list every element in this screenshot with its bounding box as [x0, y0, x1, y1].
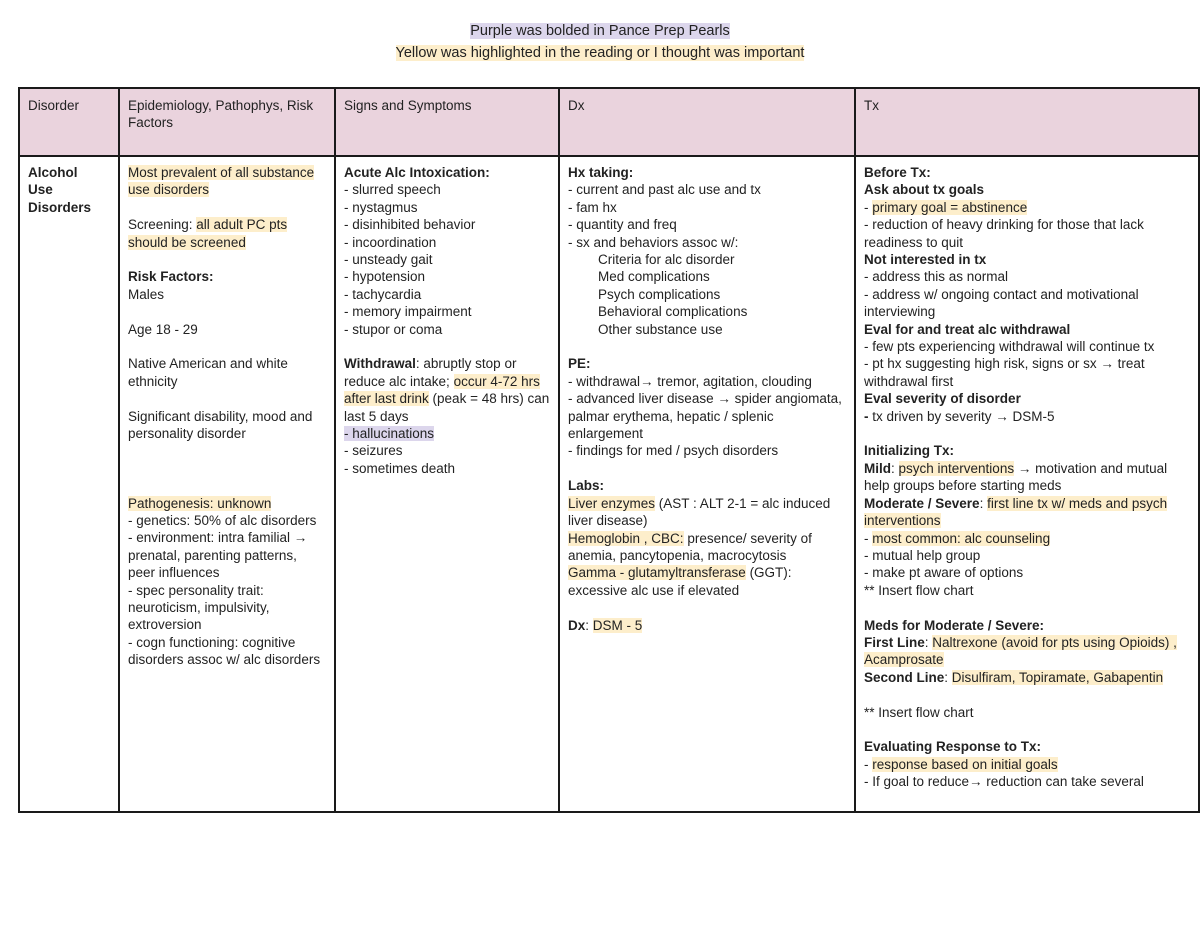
acute-item: - hypotension [344, 269, 426, 285]
death: - sometimes death [344, 460, 456, 476]
hx-item: - sx and behaviors assoc w/: [568, 234, 739, 250]
legend [0, 20, 1200, 64]
seizures: - seizures [344, 443, 403, 459]
header-row [19, 88, 1199, 156]
first-line [864, 634, 1190, 669]
ggt-highlight: Gamma - glutamyltransferase [568, 565, 746, 581]
signs-cell [335, 156, 559, 812]
first-line-colon: : [924, 634, 933, 650]
severity-dash: - [864, 408, 873, 424]
counsel-highlight: most common: alc counseling [872, 530, 1051, 546]
disorder-line-1: Alcohol [28, 165, 78, 180]
prevalence [128, 164, 326, 199]
acute-item: - nystagmus [344, 199, 418, 215]
acute-item: - disinhibited behavior [344, 217, 476, 233]
first-line-label: First Line [864, 634, 925, 650]
hx-item: - fam hx [568, 199, 617, 215]
severity-line [864, 408, 1190, 425]
lab-liver [568, 495, 846, 530]
pe-item: - findings for med / psych disorders [568, 443, 779, 459]
risk-ethnicity: Native American and white ethnicity [128, 356, 288, 389]
acute-item: - incoordination [344, 234, 437, 250]
lab-ggt [568, 564, 846, 599]
screening-highlight: all adult PC pts should be screened [128, 217, 288, 250]
counsel-dash: - [864, 530, 873, 546]
prevalence-text: Most prevalent of all substance use disorders [128, 165, 315, 198]
dx-criteria [568, 617, 846, 634]
flow-chart-note: ** Insert flow chart [864, 704, 974, 720]
mild-text: → motivation and mutual help groups before starting meds [864, 460, 1168, 494]
environment: - environment: intra familial → prenatal, parenting patterns, peer influences [128, 530, 308, 581]
personality: - spec personality trait: neuroticism, impulsivity, extroversion [128, 582, 270, 633]
modsev-colon: : [979, 495, 988, 511]
header-disorder: Disorder [19, 88, 119, 156]
liver-highlight: Liver enzymes [568, 495, 656, 511]
mutual-help: - mutual help group [864, 547, 981, 563]
epi-cell [119, 156, 335, 812]
mild-label: Mild [864, 460, 891, 476]
reduce-goal: - If goal to reduce→ reduction can take several [864, 774, 1144, 790]
address-normal: - address this as normal [864, 269, 1009, 285]
withdrawal-title: Withdrawal [344, 356, 416, 372]
dx-label: Dx [568, 617, 586, 633]
disorder-cell [19, 156, 119, 812]
acute-item: - slurred speech [344, 182, 441, 198]
hallucinations [344, 425, 550, 442]
yellow-legend-text: Yellow was highlighted in the reading or I thought was important [395, 45, 805, 61]
hgb-highlight: Hemoglobin , CBC: [568, 530, 684, 546]
hx-sub-item: Med complications [598, 269, 710, 285]
ggt-text: (GGT): excessive alc use if elevated [568, 565, 792, 598]
goal-highlight: primary goal = abstinence [872, 199, 1028, 215]
eval-withdrawal-title: Eval for and treat alc withdrawal [864, 321, 1071, 337]
acute-item: - unsteady gait [344, 252, 433, 268]
hx-sub-item: Behavioral complications [598, 304, 748, 320]
eval-response-title: Evaluating Response to Tx: [864, 739, 1042, 755]
ask-goals-title: Ask about tx goals [864, 182, 985, 198]
screening [128, 216, 326, 251]
risk-males: Males [128, 286, 165, 302]
reduction: - reduction of heavy drinking for those that lack readiness to quit [864, 217, 1144, 250]
response-dash: - [864, 756, 873, 772]
goal-dash: - [864, 199, 873, 215]
meds-title: Meds for Moderate / Severe: [864, 617, 1045, 633]
hgb-text: presence/ severity of anemia, pancytopenia, macrocytosis [568, 530, 812, 563]
dx-cell [559, 156, 855, 812]
notes-table [18, 87, 1200, 813]
legend-purple [0, 20, 1200, 42]
modsev-highlight: first line tx w/ meds and psych interventions [864, 495, 1168, 529]
dx-highlight: DSM - 5 [592, 617, 643, 633]
acute-title: Acute Alc Intoxication: [344, 165, 490, 180]
before-tx-title: Before Tx: [864, 165, 931, 180]
lab-hgb [568, 530, 846, 565]
init-title: Initializing Tx: [864, 443, 954, 459]
pt-hx: - pt hx suggesting high risk, signs or sx → treat withdrawal first [864, 356, 1145, 389]
hallucinations-text: - hallucinations [344, 426, 435, 442]
header-epidemiology: Epidemiology, Pathophys, Risk Factors [119, 88, 335, 156]
modsev-label: Moderate / Severe [864, 495, 980, 511]
hx-sub-item: Psych complications [598, 286, 721, 302]
header-tx: Tx [855, 88, 1199, 156]
withdrawal-tail: (peak = 48 hrs) can last 5 days [344, 391, 550, 424]
pe-item: - withdrawal→ tremor, agitation, clouding [568, 373, 812, 389]
hx-title: Hx taking: [568, 165, 634, 180]
withdrawal [344, 355, 550, 425]
hx-sub-item: Other substance use [598, 321, 723, 337]
mild [864, 460, 1190, 495]
second-line-colon: : [944, 669, 952, 685]
hx-item: - quantity and freq [568, 217, 677, 233]
not-interested-title: Not interested in tx [864, 252, 987, 268]
pathogenesis-text: Pathogenesis: unknown [128, 495, 272, 511]
labs-title: Labs: [568, 478, 605, 494]
moderate-severe [864, 495, 1190, 530]
tx-cell [855, 156, 1199, 812]
acute-item: - stupor or coma [344, 321, 443, 337]
risk-disability: Significant disability, mood and personality disorder [128, 408, 313, 442]
second-line-label: Second Line [864, 669, 945, 685]
liver-text: (AST : ALT 2-1 = alc induced liver disease) [568, 495, 831, 529]
severity-text: tx driven by severity → DSM-5 [872, 408, 1055, 424]
pathogenesis [128, 495, 326, 512]
purple-legend-text: Purple was bolded in Pance Prep Pearls [470, 23, 730, 39]
pe-item: - advanced liver disease → spider angiomata, palmar erythema, hepatic / splenic enlargement [568, 391, 842, 442]
aware-options: - make pt aware of options [864, 565, 1024, 581]
header-signs: Signs and Symptoms [335, 88, 559, 156]
disorder-line-2: Use [28, 182, 53, 198]
cognitive: - cogn functioning: cognitive disorders assoc w/ alc disorders [128, 634, 321, 668]
alcohol-row [19, 156, 1199, 812]
eval-severity-title: Eval severity of disorder [864, 391, 1021, 407]
few-pts: - few pts experiencing withdrawal will continue tx [864, 339, 1155, 355]
second-line-highlight: Disulfiram, Topiramate, Gabapentin [951, 669, 1164, 685]
response-goals [864, 756, 1190, 773]
address-ongoing: - address w/ ongoing contact and motivational interviewing [864, 286, 1139, 320]
dx-colon: : [585, 617, 593, 633]
acute-item: - tachycardia [344, 286, 422, 302]
legend-yellow [0, 42, 1200, 64]
genetics: - genetics: 50% of alc disorders [128, 513, 317, 528]
first-line-highlight: Naltrexone (avoid for pts using Opioids) , Acamprosate [864, 634, 1177, 668]
second-line [864, 669, 1190, 686]
response-highlight: response based on initial goals [872, 756, 1058, 772]
pe-title: PE: [568, 356, 591, 372]
mild-highlight: psych interventions [898, 460, 1015, 476]
risk-factors-title: Risk Factors: [128, 269, 214, 285]
mild-colon: : [891, 460, 899, 476]
counseling [864, 530, 1190, 547]
disorder-line-3: Disorders [28, 199, 92, 215]
withdrawal-text: : abruptly stop or reduce alc intake; [344, 356, 517, 389]
risk-age: Age 18 - 29 [128, 321, 198, 337]
hx-item: - current and past alc use and tx [568, 182, 761, 198]
header-dx: Dx [559, 88, 855, 156]
primary-goal [864, 199, 1190, 216]
hx-sub-item: Criteria for alc disorder [598, 252, 735, 268]
withdrawal-highlight: occur 4-72 hrs after last drink [344, 373, 540, 407]
flow-chart-note: ** Insert flow chart [864, 582, 974, 598]
screening-label: Screening: [128, 217, 197, 233]
acute-item: - memory impairment [344, 304, 472, 320]
